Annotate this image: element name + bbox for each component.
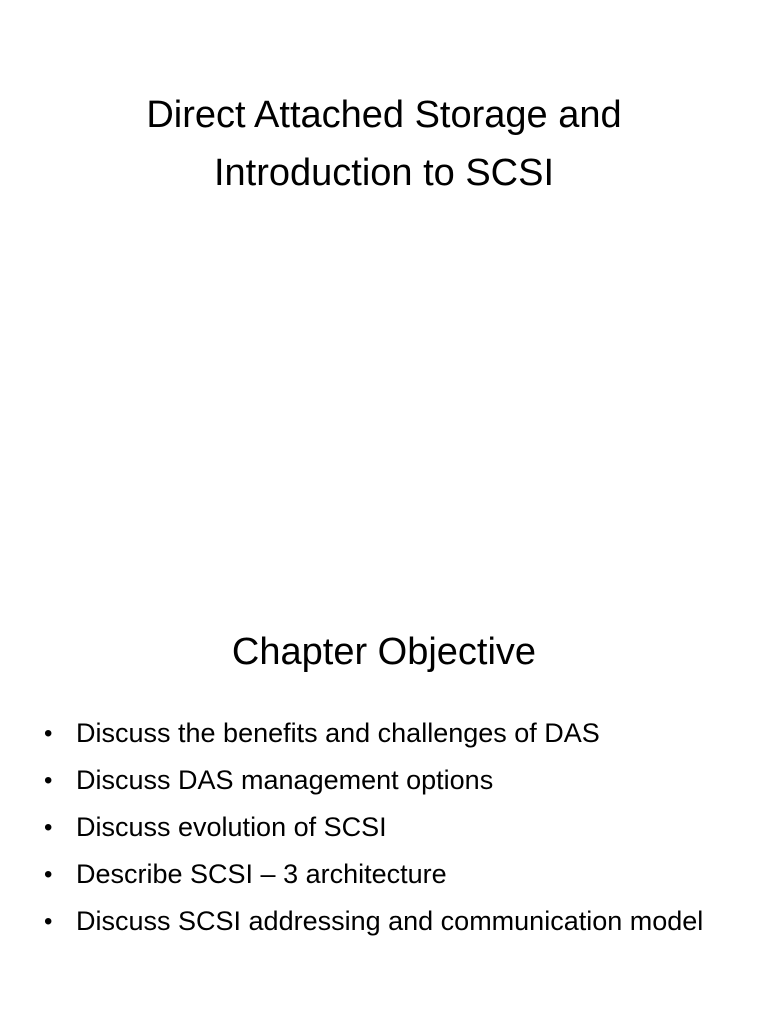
list-item (40, 901, 740, 942)
bullet-icon: • (44, 767, 53, 794)
list-item-text: Discuss DAS management options (76, 765, 494, 795)
bullet-icon: • (44, 861, 53, 888)
bullet-icon: • (44, 908, 53, 935)
slide-title (0, 86, 768, 202)
list-item (40, 854, 740, 895)
list-item (40, 713, 740, 754)
objectives-list (40, 713, 740, 948)
objectives-slide (0, 576, 768, 1024)
bullet-icon: • (44, 814, 53, 841)
list-item (40, 760, 740, 801)
list-item-text: Discuss SCSI addressing and communication model (76, 906, 704, 936)
slide-title-line-2: Introduction to SCSI (213, 152, 555, 194)
list-item-text: Describe SCSI – 3 architecture (76, 859, 447, 889)
slide-title-line-1: Direct Attached Storage and (146, 94, 622, 136)
list-item (40, 807, 740, 848)
bullet-icon: • (44, 720, 53, 747)
list-item-text: Discuss the benefits and challenges of DAS (76, 718, 600, 748)
list-item-text: Discuss evolution of SCSI (76, 812, 387, 842)
objectives-title: Chapter Objective (231, 631, 537, 673)
